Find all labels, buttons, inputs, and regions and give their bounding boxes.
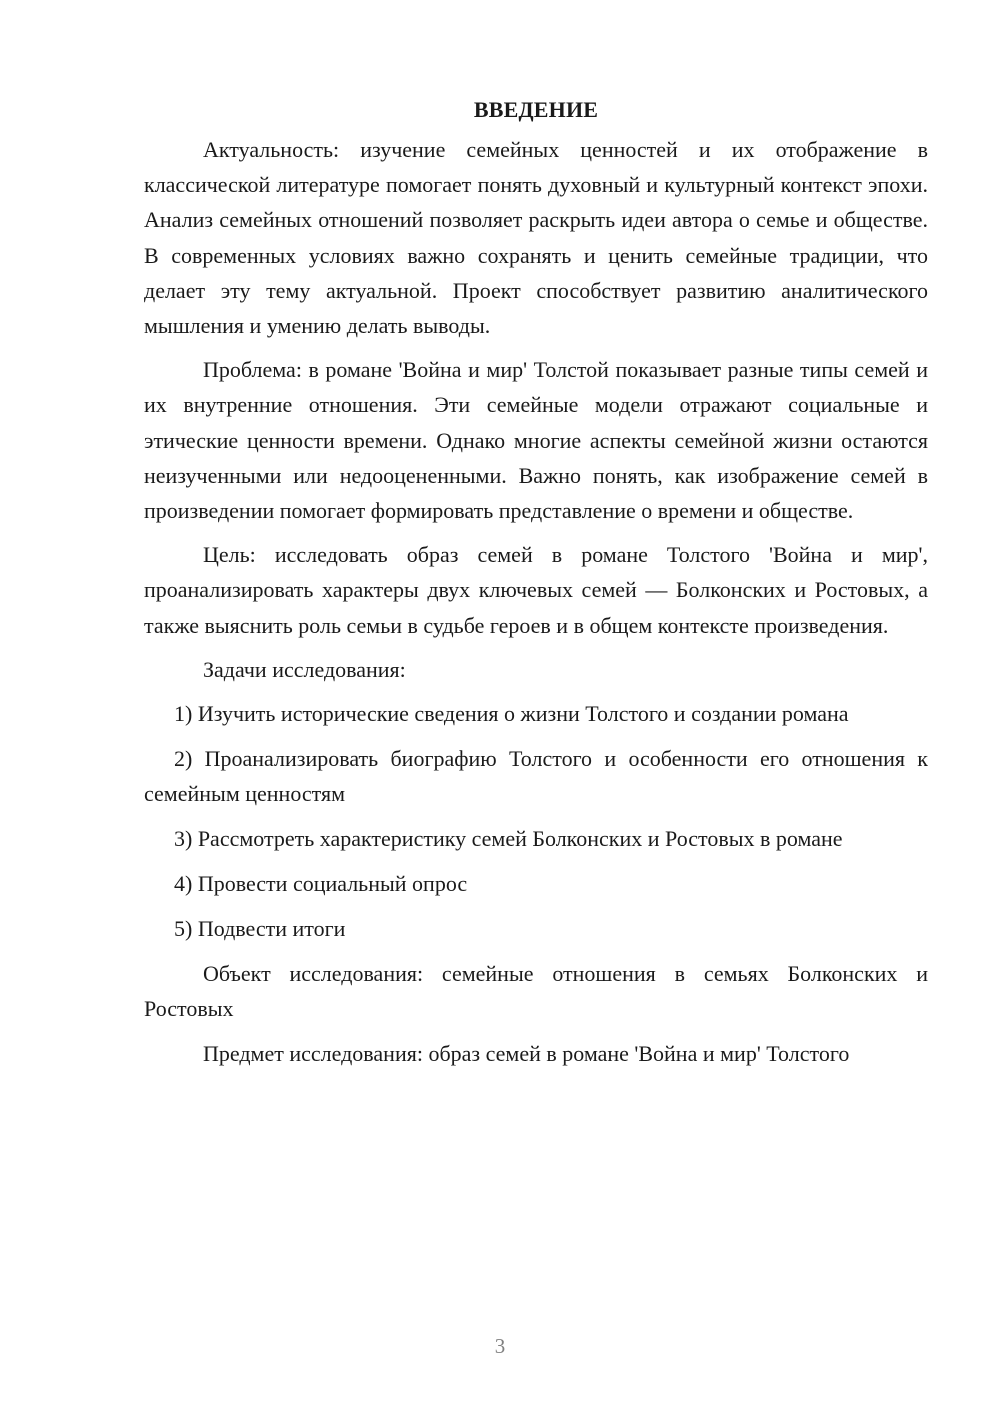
task-item-5: 5) Подвести итоги [174, 916, 346, 942]
task-item-3: 3) Рассмотреть характеристику семей Болконских и Ростовых в романе [174, 826, 843, 852]
goal-paragraph: Цель: исследовать образ семей в романе Толстого 'Война и мир', проанализировать характеры двух ключевых семей — Болконских и Ростовых, а также выяснить роль семьи в судьбе героев и в общем контексте произведения. [144, 542, 928, 638]
object-paragraph: Объект исследования: семейные отношения в семьях Болконских и Ростовых [144, 961, 928, 1022]
task-item-1: 1) Изучить исторические сведения о жизни Толстого и создании романа [174, 701, 849, 727]
section-title: ВВЕДЕНИЕ [473, 97, 599, 122]
subject-paragraph: Предмет исследования: образ семей в романе 'Война и мир' Толстого [203, 1040, 850, 1066]
task-item-4: 4) Провести социальный опрос [174, 871, 468, 897]
document-page [144, 92, 928, 1080]
page-number: 3 [494, 1334, 506, 1358]
tasks-heading: Задачи исследования: [203, 656, 406, 682]
task-item-2: 2) Проанализировать биографию Толстого и особенности его отношения к семейным ценностям [144, 746, 928, 807]
relevance-paragraph: Актуальность: изучение семейных ценностей и их отображение в классической литературе помогает понять духовный и культурный контекст эпохи. Анализ семейных отношений позволяет раскрыть идеи автора о семье и обществе. В современных условиях важно сохранять и ценить семейные традиции, что делает эту тему актуальной. Проект способствует развитию аналитического мышления и умению делать выводы. [144, 137, 928, 339]
problem-paragraph: Проблема: в романе 'Война и мир' Толстой показывает разные типы семей и их внутренние отношения. Эти семейные модели отражают социальные и этические ценности времени. Однако многие аспекты семейной жизни остаются неизученными или недооцененными. Важно понять, как изображение семей в произведении помогает формировать представление о времени и обществе. [144, 357, 928, 524]
